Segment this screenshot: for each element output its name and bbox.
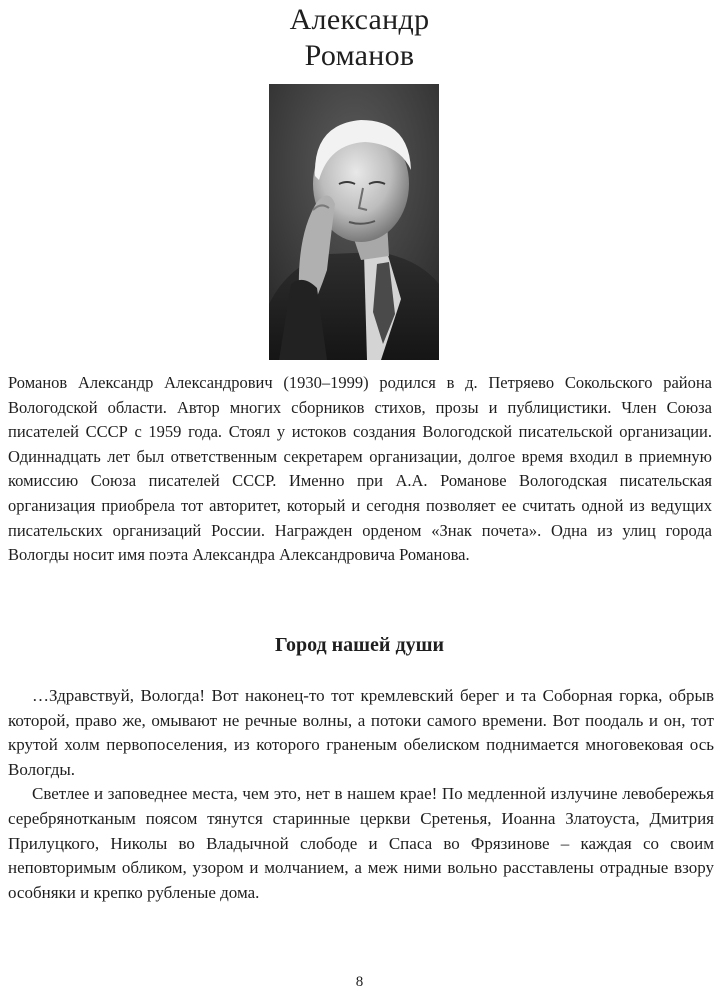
section-body — [8, 684, 714, 905]
author-portrait — [269, 84, 439, 360]
author-first-name: Александр — [289, 3, 430, 36]
portrait-photo-icon — [269, 84, 439, 360]
author-last-name: Романов — [304, 39, 415, 72]
author-name-heading — [0, 2, 719, 74]
body-paragraph: …Здравствуй, Вологда! Вот наконец-то тот кремлевский берег и та Соборная горка, обрыв которой, право же, омывают не речные волны, а потоки самого времени. Вот поодаль и он, тот крутой холм первопоселения, из которого граненым обелиском поднимается многовековая ось Вологды. — [8, 686, 714, 779]
page-number: 8 — [355, 974, 364, 990]
body-paragraph: Светлее и заповеднее места, чем это, нет в нашем крае! По медленной излучине левобережья серебрянотканым поясом тянутся старинные церкви Сретенья, Иоанна Златоуста, Дмитрия Прилуцкого, Николы во Владычной слободе и Спаса во Фрязинове – каждая со своим неповторимым обликом, узором и молчанием, а меж ними вольно расставлены отрадные взору особняки и крепко рубленые дома. — [8, 784, 714, 902]
section-title: Город нашей души — [275, 634, 444, 656]
author-biography: Романов Александр Александрович (1930–1999) родился в д. Петряево Сокольского района Вологодской области. Автор многих сборников стихов, прозы и публицистики. Член Союза писателей СССР с 1959 года. Стоял у истоков создания Вологодской писательской организации. Одиннадцать лет был ответственным секретарем организации, долгое время входил в приемную комиссию Союза писателей СССР. Именно при А.А. Романове Вологодская писательская организация приобрела тот авторитет, который и сегодня позволяет ее считать одной из ведущих писательских организаций России. Награжден орденом «Знак почета». Одна из улиц города Вологды носит имя поэта Александра Александровича Романова. — [8, 373, 712, 565]
